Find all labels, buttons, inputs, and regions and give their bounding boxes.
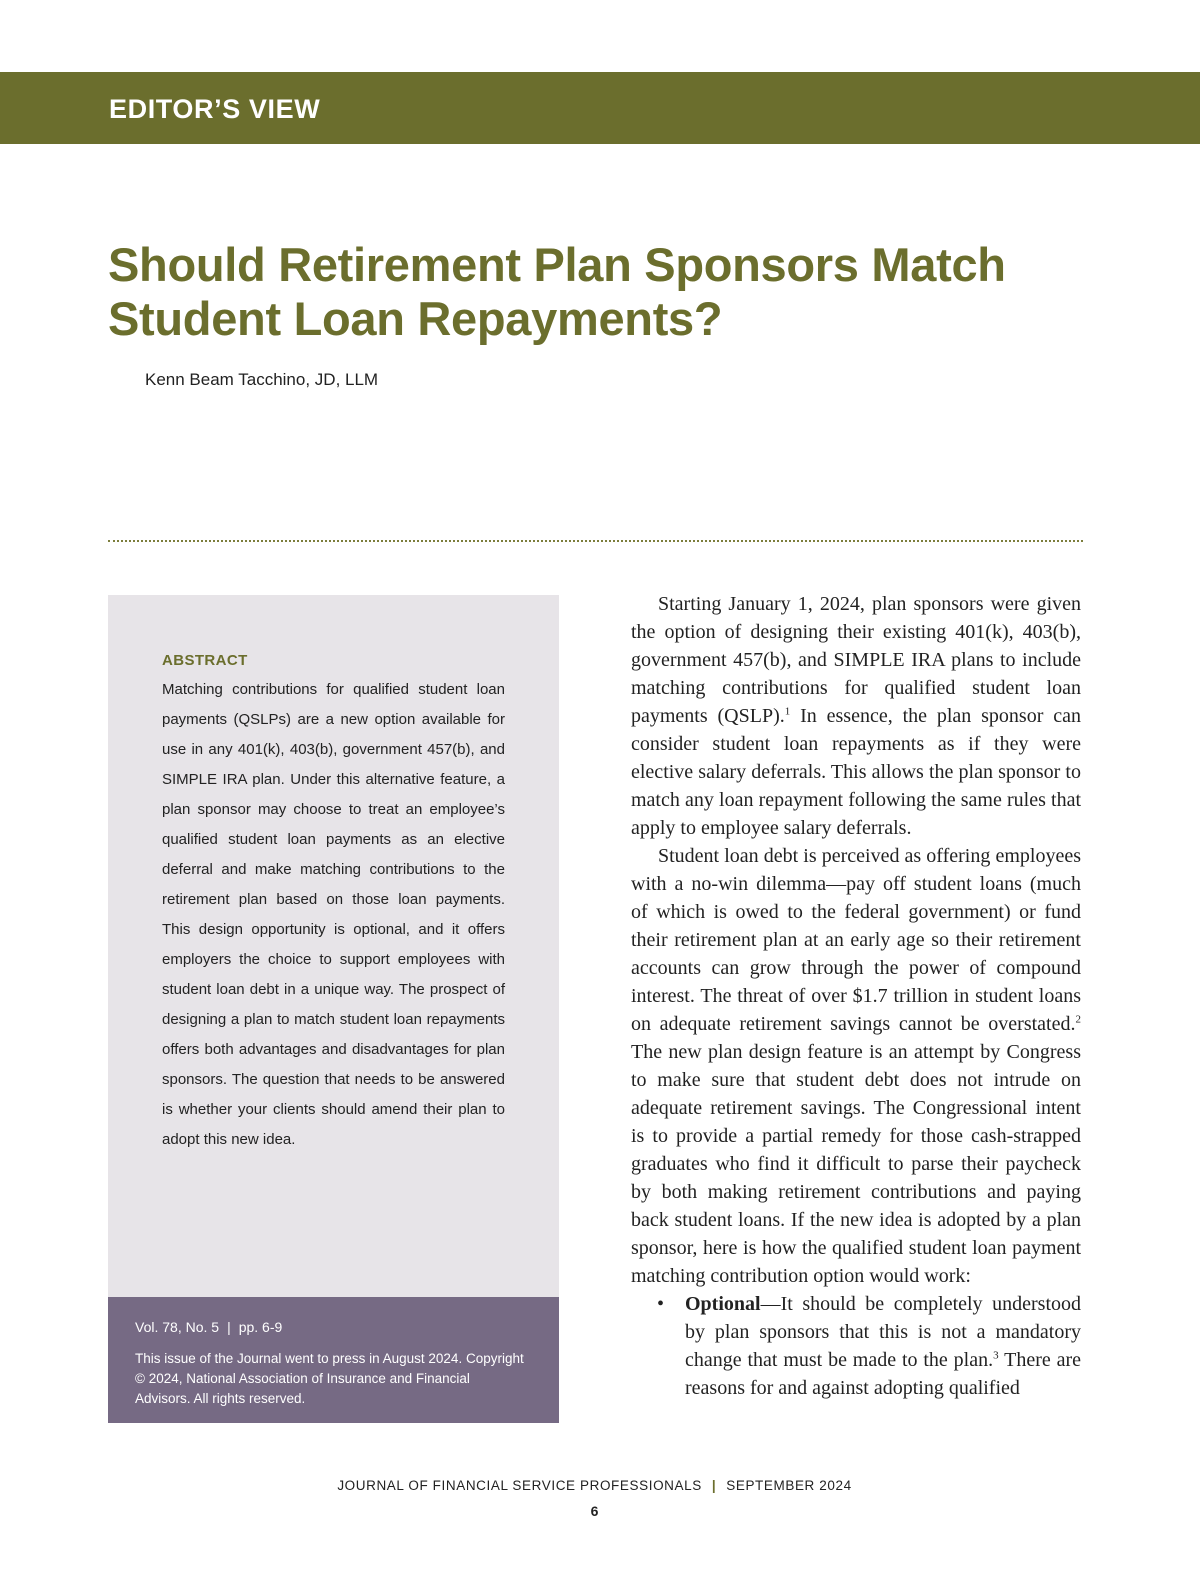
section-banner — [0, 72, 1200, 144]
section-label: EDITOR’S VIEW — [109, 94, 321, 124]
bullet-marker: • — [657, 1293, 665, 1315]
dotted-divider — [108, 540, 1083, 542]
page-range: pp. 6-9 — [238, 1319, 283, 1335]
footer-separator: | — [711, 1478, 717, 1493]
abstract-heading: ABSTRACT — [162, 652, 248, 669]
footnote-ref: 3 — [993, 1349, 999, 1362]
volume-number: Vol. 78, No. 5 — [135, 1319, 220, 1335]
footnote-ref: 2 — [1075, 1013, 1081, 1026]
abstract-panel — [108, 595, 559, 1297]
volume-separator: | — [227, 1319, 231, 1335]
copyright-note: This issue of the Journal went to press in August 2024. Copyright © 2024, National Association of Insurance and Financial Advisors. All rights reserved. — [135, 1351, 524, 1406]
page-footer — [0, 1478, 1189, 1493]
body-paragraph: Student loan debt is perceived as offering employees with a no-win dilemma—pay off student loans (much of which is owed to the federal government) or fund their retirement plan at an early age so their retirement accounts can grow through the power of compound interest. The threat of over $1.7 trillion in student loans on adequate retirement savings cannot be overstated.$^2$ The new plan design feature is an attempt by Congress to make sure that student debt does not intrude on adequate retirement savings. The Congressional intent is to provide a partial remedy for those cash-strapped graduates who find it difficult to parse their paycheck by both making retirement contributions and paying back student loans. If the new idea is adopted by a plan sponsor, here is how the qualified student loan payment matching contribution option would work: — [631, 845, 1081, 1287]
journal-name: JOURNAL OF FINANCIAL SERVICE PROFESSIONALS — [337, 1478, 702, 1493]
abstract-text: Matching contributions for qualified student loan payments (QSLPs) are a new option available for use in any 401(k), 403(b), government 457(b), and SIMPLE IRA plan. Under this alternative feature, a plan sponsor may choose to treat an employee’s qualified student loan payments as an elective deferral and make matching contributions to the retirement plan based on those loan payments. This design opportunity is optional, and it offers employers the choice to support employees with student loan debt in a unique way. The prospect of designing a plan to match student loan repayments offers both advantages and disadvantages for plan sponsors. The question that needs to be answered is whether your clients should amend their plan to adopt this new idea. — [162, 681, 505, 1148]
article-body — [631, 590, 1081, 1402]
body-paragraph: Starting January 1, 2024, plan sponsors were given the option of designing their existing 401(k), 403(b), government 457(b), and SIMPLE IRA plans to include matching contributions for qualified student loan payments (QSLP).$^1$ In essence, the plan sponsor can consider student loan repayments as if they were elective salary deferrals. This allows the plan sponsor to match any loan repayment following the same rules that apply to employee salary deferrals. — [631, 593, 1081, 839]
volume-line — [135, 1319, 282, 1335]
bullet-term: Optional — [685, 1293, 761, 1315]
article-author: Kenn Beam Tacchino, JD, LLM — [145, 370, 379, 389]
bullet-list — [631, 1290, 1081, 1402]
list-item: • Optional—It should be completely understood by plan sponsors that this is not a mandatory change that must be made to the plan.$^3$ There are reasons for and against adopting qualified — [685, 1290, 1081, 1402]
footnote-ref: 1 — [784, 705, 791, 718]
issue-date: SEPTEMBER 2024 — [726, 1478, 852, 1493]
article-title: Should Retirement Plan Sponsors Match Student Loan Repayments? — [108, 238, 1006, 345]
page-number: 6 — [590, 1503, 599, 1519]
publication-info-panel — [108, 1297, 559, 1423]
